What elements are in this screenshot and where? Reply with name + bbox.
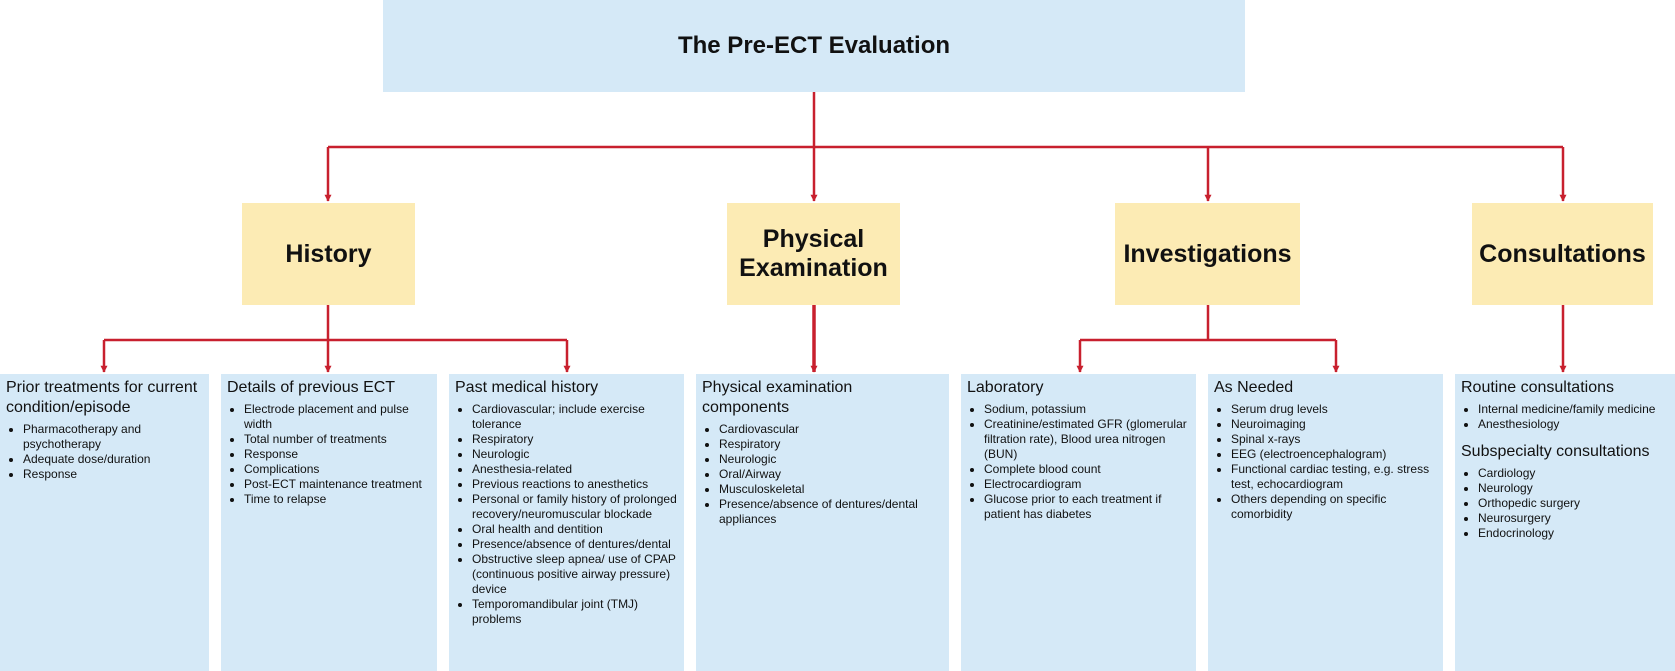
list-item: • Obstructive sleep apnea/ use of CPAP (continuous positive airway pressure) device	[472, 552, 678, 597]
list-item: • Cardiovascular; include exercise tolerance	[472, 402, 678, 432]
box-title: Past medical history	[455, 379, 599, 396]
list-item: • Previous reactions to anesthetics	[472, 477, 678, 492]
item-list	[455, 402, 678, 627]
list-item: • Personal or family history of prolonged recovery/neuromuscular blockade	[472, 492, 678, 522]
list-item: • Adequate dose/duration	[23, 452, 203, 467]
item-list	[1461, 466, 1669, 541]
list-item: • Electrocardiogram	[984, 477, 1190, 492]
diagram-title-text: The Pre-ECT Evaluation	[677, 32, 951, 59]
box-title: Details of previous ECT	[227, 379, 396, 396]
category-investigations	[1115, 203, 1300, 305]
list-item: • Electrode placement and pulse width	[244, 402, 431, 432]
list-item: • Response	[23, 467, 203, 482]
box-subtitle: Subspecialty consultations	[1461, 443, 1650, 460]
list-item: • Pharmacotherapy and psychotherapy	[23, 422, 203, 452]
list-item: • EEG (electroencephalogram)	[1231, 447, 1437, 462]
list-item: • Presence/absence of dentures/dental appliances	[719, 497, 943, 527]
list-item: • Creatinine/estimated GFR (glomerular filtration rate), Blood urea nitrogen (BUN)	[984, 417, 1190, 462]
item-list	[967, 402, 1190, 522]
list-item: • Respiratory	[472, 432, 678, 447]
box-title: Physical examination components	[702, 379, 853, 416]
list-item: • Musculoskeletal	[719, 482, 943, 497]
list-item: • Glucose prior to each treatment if patient has diabetes	[984, 492, 1190, 522]
list-item: • Others depending on specific comorbidity	[1231, 492, 1437, 522]
list-item: • Presence/absence of dentures/dental	[472, 537, 678, 552]
item-list	[1461, 402, 1669, 432]
box-as-needed	[1208, 374, 1443, 671]
box-laboratory	[961, 374, 1196, 671]
box-title: Routine consultations	[1461, 379, 1614, 396]
list-item: • Endocrinology	[1478, 526, 1669, 541]
list-item: • Neurology	[1478, 481, 1669, 496]
list-item: • Neurologic	[719, 452, 943, 467]
list-item: • Functional cardiac testing, e.g. stress test, echocardiogram	[1231, 462, 1437, 492]
box-prior-treatments	[0, 374, 209, 671]
list-item: • Time to relapse	[244, 492, 431, 507]
list-item: • Respiratory	[719, 437, 943, 452]
box-physical-components	[696, 374, 949, 671]
box-title: As Needed	[1214, 379, 1294, 396]
item-list	[227, 402, 431, 507]
list-item: • Serum drug levels	[1231, 402, 1437, 417]
box-past-medical-history	[449, 374, 684, 671]
box-consultations	[1455, 374, 1675, 671]
list-item: • Neurologic	[472, 447, 678, 462]
list-item: • Complications	[244, 462, 431, 477]
list-item: • Cardiovascular	[719, 422, 943, 437]
list-item: • Neurosurgery	[1478, 511, 1669, 526]
box-title: Prior treatments for current condition/episode	[6, 379, 198, 416]
box-previous-ect	[221, 374, 437, 671]
diagram-title	[383, 0, 1245, 92]
category-history-label: History	[285, 239, 372, 268]
category-investigations-label: Investigations	[1123, 239, 1292, 268]
category-physical-examination	[727, 203, 900, 305]
item-list	[6, 422, 203, 482]
list-item: • Response	[244, 447, 431, 462]
category-consultations	[1472, 203, 1653, 305]
category-consultations-label: Consultations	[1479, 239, 1646, 268]
list-item: • Temporomandibular joint (TMJ) problems	[472, 597, 678, 627]
box-title: Laboratory	[967, 379, 1044, 396]
list-item: • Internal medicine/family medicine	[1478, 402, 1669, 417]
list-item: • Complete blood count	[984, 462, 1190, 477]
list-item: • Oral health and dentition	[472, 522, 678, 537]
item-list	[702, 422, 943, 527]
list-item: • Cardiology	[1478, 466, 1669, 481]
list-item: • Sodium, potassium	[984, 402, 1190, 417]
list-item: • Total number of treatments	[244, 432, 431, 447]
list-item: • Orthopedic surgery	[1478, 496, 1669, 511]
list-item: • Oral/Airway	[719, 467, 943, 482]
category-physical-label: Physical Examination	[739, 225, 888, 282]
list-item: • Post-ECT maintenance treatment	[244, 477, 431, 492]
item-list	[1214, 402, 1437, 522]
list-item: • Neuroimaging	[1231, 417, 1437, 432]
list-item: • Anesthesia-related	[472, 462, 678, 477]
list-item: • Anesthesiology	[1478, 417, 1669, 432]
list-item: • Spinal x-rays	[1231, 432, 1437, 447]
category-history	[242, 203, 415, 305]
